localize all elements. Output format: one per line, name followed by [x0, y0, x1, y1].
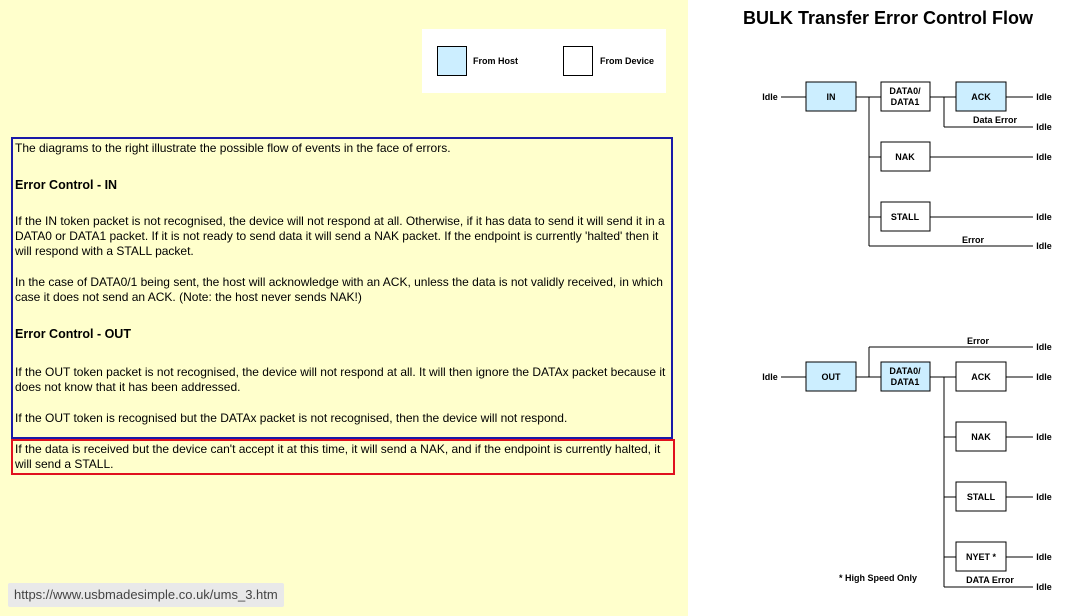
out-data-error-label: DATA Error [966, 575, 1014, 585]
in-token-label: IN [826, 92, 836, 102]
high-speed-note: * High Speed Only [838, 573, 918, 583]
in-flow-diagram [762, 82, 1052, 251]
out-data0-label: DATA0/ [889, 366, 921, 376]
out-paragraph-1: If the OUT token packet is not recognised, the device will not respond at all. It will then ignore the DATAx packet because it does not know that it has been addressed. [15, 365, 666, 394]
in-nak-label: NAK [895, 152, 915, 162]
status-url: https://www.usbmadesimple.co.uk/ums_3.htm [8, 583, 284, 607]
in-error-label: Error [961, 235, 985, 245]
from-device-swatch [563, 46, 593, 76]
in-paragraph-1: If the IN token packet is not recognised, the device will not respond at all. Otherwise, if it has data to send it will send it in a DATA0 or DATA1 packet. If it is not ready to send data it will send a NAK packet. If the endpoint is currently 'halted' then it will respond with a STALL packet. [15, 214, 665, 258]
intro-text: The diagrams to the right illustrate the possible flow of events in the face of errors. [15, 141, 451, 155]
from-host-label: From Host [473, 56, 518, 66]
out-ack-label: ACK [971, 372, 991, 382]
in-idle-stall: Idle [1036, 212, 1052, 222]
out-idle-nak: Idle [1036, 432, 1052, 442]
in-idle-ack: Idle [1036, 92, 1052, 102]
out-idle-stall: Idle [1036, 492, 1052, 502]
out-idle-nyet: Idle [1036, 552, 1052, 562]
out-token-label: OUT [821, 372, 841, 382]
heading-error-control-out: Error Control - OUT [15, 327, 131, 341]
bulk-error-flow-diagram [688, 0, 1076, 616]
out-stall-label: STALL [966, 492, 996, 502]
in-stall-label: STALL [890, 212, 920, 222]
heading-error-control-in: Error Control - IN [15, 178, 118, 192]
in-data-error-label: Data Error [972, 115, 1018, 125]
out-paragraph-2: If the OUT token is recognised but the DATAx packet is not recognised, then the device will not respond. [15, 411, 568, 425]
out-flow-diagram [762, 336, 1052, 592]
in-idle-start: Idle [762, 92, 778, 102]
from-device-label: From Device [600, 56, 655, 66]
in-data1-label: DATA1 [890, 97, 920, 107]
out-idle-start: Idle [762, 372, 778, 382]
diagram-title: BULK Transfer Error Control Flow [742, 8, 1034, 28]
in-idle-data-error: Idle [1036, 122, 1052, 132]
out-nak-label: NAK [971, 432, 991, 442]
in-ack-label: ACK [971, 92, 991, 102]
legend [422, 29, 666, 93]
out-nyet-label: NYET * [965, 552, 997, 562]
out-data1-label: DATA1 [890, 377, 920, 387]
in-paragraph-2: In the case of DATA0/1 being sent, the host will acknowledge with an ACK, unless the data is not validly received, in which case it does not send an ACK. (Note: the host never sends NAK!) [15, 275, 663, 304]
in-idle-nak: Idle [1036, 152, 1052, 162]
in-idle-error: Idle [1036, 241, 1052, 251]
out-idle-data-error: Idle [1036, 582, 1052, 592]
from-host-swatch [437, 46, 467, 76]
out-error-label: Error [966, 336, 990, 346]
out-idle-error: Idle [1036, 342, 1052, 352]
in-data0-label: DATA0/ [889, 86, 921, 96]
out-idle-ack: Idle [1036, 372, 1052, 382]
highlighted-paragraph: If the data is received but the device can't accept it at this time, it will send a NAK, and if the endpoint is currently halted, it will send a STALL. [15, 442, 661, 471]
